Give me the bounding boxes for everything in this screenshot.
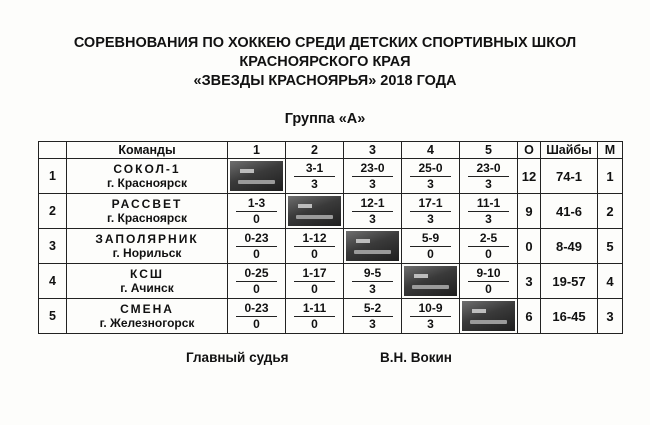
team-city: г. Ачинск <box>120 281 174 295</box>
diagonal-cell <box>344 229 402 264</box>
team-cell <box>67 229 228 264</box>
heading-line-3: «ЗВЕЗДЫ КРАСНОЯРЬЯ» 2018 ГОДА <box>193 73 457 89</box>
match-score: 2-5 <box>468 231 509 247</box>
match-score: 1-17 <box>294 266 335 282</box>
total-points: 9 <box>518 194 541 229</box>
result-cell <box>402 299 460 334</box>
table-row <box>39 194 623 229</box>
match-points: 3 <box>369 176 376 191</box>
match-points: 3 <box>369 211 376 226</box>
result-cell <box>344 264 402 299</box>
team-city: г. Железногорск <box>99 316 195 330</box>
result-cell <box>228 229 286 264</box>
match-score: 1-12 <box>294 231 335 247</box>
result-cell <box>228 299 286 334</box>
final-place: 2 <box>598 194 623 229</box>
match-points: 3 <box>485 211 492 226</box>
table-row <box>39 264 623 299</box>
header-empty <box>39 142 67 159</box>
header-opponent-4: 4 <box>402 142 460 159</box>
match-points: 0 <box>253 246 260 261</box>
team-name: РАССВЕТ <box>111 197 183 211</box>
match-score: 10-9 <box>410 301 451 317</box>
final-place: 3 <box>598 299 623 334</box>
match-points: 0 <box>253 316 260 331</box>
result-cell <box>460 159 518 194</box>
match-points: 3 <box>427 176 434 191</box>
match-points: 0 <box>253 281 260 296</box>
result-cell <box>460 264 518 299</box>
match-points: 0 <box>311 281 318 296</box>
team-city: г. Красноярск <box>107 211 187 225</box>
table-row <box>39 229 623 264</box>
total-points: 12 <box>518 159 541 194</box>
result-cell <box>344 194 402 229</box>
team-name: СОКОЛ-1 <box>113 162 181 176</box>
result-cell <box>402 229 460 264</box>
result-cell <box>344 299 402 334</box>
total-points: 0 <box>518 229 541 264</box>
diagonal-filler <box>404 266 457 296</box>
total-points: 3 <box>518 264 541 299</box>
match-score: 23-0 <box>468 161 509 177</box>
header-teams: Команды <box>67 142 228 159</box>
team-city: г. Норильск <box>112 246 182 260</box>
match-score: 1-3 <box>236 196 277 212</box>
heading-line-2: КРАСНОЯРСКОГО КРАЯ <box>239 54 411 70</box>
goals-ratio: 19-57 <box>541 264 598 299</box>
team-name: СМЕНА <box>120 302 174 316</box>
team-cell <box>67 159 228 194</box>
match-points: 0 <box>427 246 434 261</box>
team-cell <box>67 299 228 334</box>
diagonal-cell <box>228 159 286 194</box>
header-opponent-2: 2 <box>286 142 344 159</box>
match-points: 0 <box>253 211 260 226</box>
goals-ratio: 74-1 <box>541 159 598 194</box>
team-name: КСШ <box>130 267 164 281</box>
result-cell <box>286 229 344 264</box>
match-points: 0 <box>311 246 318 261</box>
result-cell <box>286 159 344 194</box>
result-cell <box>402 194 460 229</box>
heading-line-1: СОРЕВНОВАНИЯ ПО ХОККЕЮ СРЕДИ ДЕТСКИХ СПОРТИВНЫХ ШКОЛ <box>73 35 577 51</box>
row-number: 4 <box>39 264 67 299</box>
diagonal-filler <box>288 196 341 226</box>
result-cell <box>286 264 344 299</box>
table-row <box>39 299 623 334</box>
final-place: 5 <box>598 229 623 264</box>
match-points: 0 <box>311 316 318 331</box>
table-header-row <box>39 142 623 159</box>
diagonal-filler <box>230 161 283 191</box>
match-points: 3 <box>427 211 434 226</box>
row-number: 1 <box>39 159 67 194</box>
group-title: Группа «А» <box>284 111 366 127</box>
match-score: 1-11 <box>294 301 335 317</box>
team-cell <box>67 194 228 229</box>
match-score: 5-9 <box>410 231 451 247</box>
team-cell <box>67 264 228 299</box>
goals-ratio: 41-6 <box>541 194 598 229</box>
match-points: 3 <box>311 176 318 191</box>
match-score: 0-23 <box>236 301 277 317</box>
chief-judge-name: В.Н. Вокин <box>380 350 452 365</box>
result-cell <box>228 264 286 299</box>
diagonal-cell <box>460 299 518 334</box>
match-points: 3 <box>485 176 492 191</box>
match-score: 0-23 <box>236 231 277 247</box>
result-cell <box>228 194 286 229</box>
result-cell <box>460 229 518 264</box>
standings-table <box>38 141 623 334</box>
row-number: 3 <box>39 229 67 264</box>
match-score: 23-0 <box>352 161 393 177</box>
match-score: 9-10 <box>468 266 509 282</box>
goals-ratio: 8-49 <box>541 229 598 264</box>
team-name: ЗАПОЛЯРНИК <box>95 232 199 246</box>
diagonal-filler <box>346 231 399 261</box>
total-points: 6 <box>518 299 541 334</box>
header-goals: Шайбы <box>541 142 598 159</box>
match-score: 25-0 <box>410 161 451 177</box>
document-heading <box>0 34 650 91</box>
header-opponent-1: 1 <box>228 142 286 159</box>
diagonal-cell <box>402 264 460 299</box>
match-score: 3-1 <box>294 161 335 177</box>
match-points: 0 <box>485 246 492 261</box>
match-score: 9-5 <box>352 266 393 282</box>
match-score: 17-1 <box>410 196 451 212</box>
header-points: О <box>518 142 541 159</box>
row-number: 2 <box>39 194 67 229</box>
result-cell <box>402 159 460 194</box>
match-points: 3 <box>427 316 434 331</box>
header-opponent-3: 3 <box>344 142 402 159</box>
result-cell <box>344 159 402 194</box>
match-score: 11-1 <box>468 196 509 212</box>
match-points: 0 <box>485 281 492 296</box>
diagonal-cell <box>286 194 344 229</box>
match-score: 12-1 <box>352 196 393 212</box>
match-score: 0-25 <box>236 266 277 282</box>
team-city: г. Красноярск <box>107 176 187 190</box>
header-place: М <box>598 142 623 159</box>
table-row <box>39 159 623 194</box>
final-place: 1 <box>598 159 623 194</box>
goals-ratio: 16-45 <box>541 299 598 334</box>
result-cell <box>286 299 344 334</box>
chief-judge-label: Главный судья <box>186 350 289 365</box>
match-points: 3 <box>369 281 376 296</box>
diagonal-filler <box>462 301 515 331</box>
row-number: 5 <box>39 299 67 334</box>
result-cell <box>460 194 518 229</box>
final-place: 4 <box>598 264 623 299</box>
match-points: 3 <box>369 316 376 331</box>
match-score: 5-2 <box>352 301 393 317</box>
header-opponent-5: 5 <box>460 142 518 159</box>
